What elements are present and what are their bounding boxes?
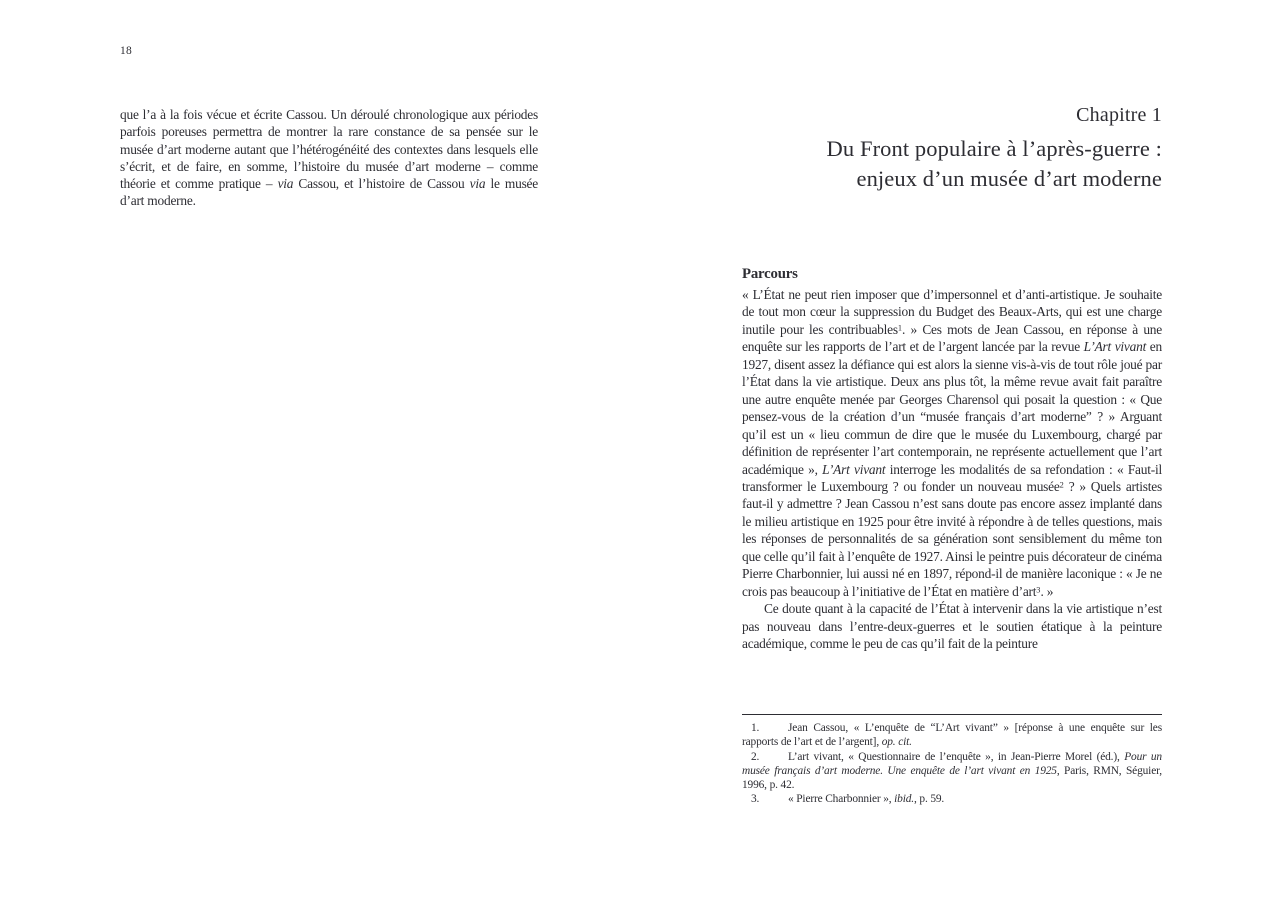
footnote-number: 2. (751, 750, 760, 763)
chapter-label: Chapitre 1 (1076, 104, 1162, 126)
footnotes (742, 714, 1162, 807)
footnote-text: Jean Cassou, « L’enquête de “L’Art vivant” » [réponse à une enquête sur les rapports de l’art et de l’argent], op. cit. (742, 722, 1162, 749)
footnote (742, 792, 1162, 806)
body-text (742, 286, 1162, 653)
footnote-text: « Pierre Charbonnier », ibid., p. 59. (788, 793, 945, 806)
body-paragraph: Ce doute quant à la capacité de l’État à intervenir dans la vie artistique n’est pas nouveau dans l’entre-deux-guerres et le soutien étatique à la peinture académique, comme le peu de cas qu’il fait de la peinture (742, 601, 1162, 652)
page-right (636, 0, 1272, 904)
section-heading: Parcours (742, 266, 798, 282)
footnote-text: L’art vivant, « Questionnaire de l’enquête », in Jean-Pierre Morel (éd.), Pour un musée français d’art moderne. Une enquête de l’art vivant en 1925, Paris, RMN, Séguier, 1996, p. 42. (742, 750, 1162, 792)
footnote (742, 721, 1162, 750)
footnote (742, 750, 1162, 793)
chapter-title-line1: Du Front populaire à l’après-guerre : (826, 136, 1162, 161)
chapter-title-line2: enjeux d’un musée d’art moderne (856, 166, 1162, 191)
chapter-title (742, 134, 1162, 194)
page-number: 18 (120, 45, 133, 57)
body-paragraph: « L’État ne peut rien imposer que d’impersonnel et d’anti-artistique. Je souhaite de tout mon cœur la suppression du Budget des Beaux-Arts, qui est une charge inutile pour les contribuables$^1$. » Ces mots de Jean Cassou, en réponse à une enquête sur les rapports de l’art et de l’argent lancée par la revue L’Art vivant en 1927, disent assez la défiance qui est alors la sienne vis-à-vis de tout rôle joué par l’État dans la vie artistique. Deux ans plus tôt, la même revue avait fait paraître une autre enquête menée par Georges Charensol qui posait la question : « Que pensez-vous de la création d’un “musée français d’art moderne” ? » Arguant qu’il est un « lieu commun de dire que le musée du Luxembourg, chargé par définition de représenter l’art contemporain, ne représente actuellement que l’art académique », L’Art vivant interroge les modalités de sa refondation : « Faut-il transformer le Luxembourg ? ou fonder un nouveau musée$^2$ ? » Quels artistes faut-il y admettre ? Jean Cassou n’est sans doute pas encore assez implanté dans le milieu artistique en 1925 pour être invité à répondre à de telles questions, mais les réponses de personnalités de sa génération sont sensiblement du même ton que celle qu’il fait à l’enquête de 1927. Ainsi le peintre puis décorateur de cinéma Pierre Charbonnier, lui aussi né en 1897, répond-il de manière laconique : « Je ne crois pas beaucoup à l’initiative de l’État en matière d’art$^3$. » (742, 287, 1162, 599)
footnote-number: 3. (751, 793, 760, 806)
footnote-number: 1. (751, 722, 760, 734)
chapter-heading (742, 103, 1162, 194)
body-paragraph: que l’a à la fois vécue et écrite Cassou. Un déroulé chronologique aux périodes parfois poreuses permettra de montrer la rare constance de sa pensée sur le musée d’art moderne autant que l’hétérogénéité des contextes dans lesquels elle s’écrit, et de faire, en somme, l’histoire du musée d’art moderne – comme théorie et comme pratique – via Cassou, et l’histoire de Cassou via le musée d’art moderne. (120, 107, 539, 209)
